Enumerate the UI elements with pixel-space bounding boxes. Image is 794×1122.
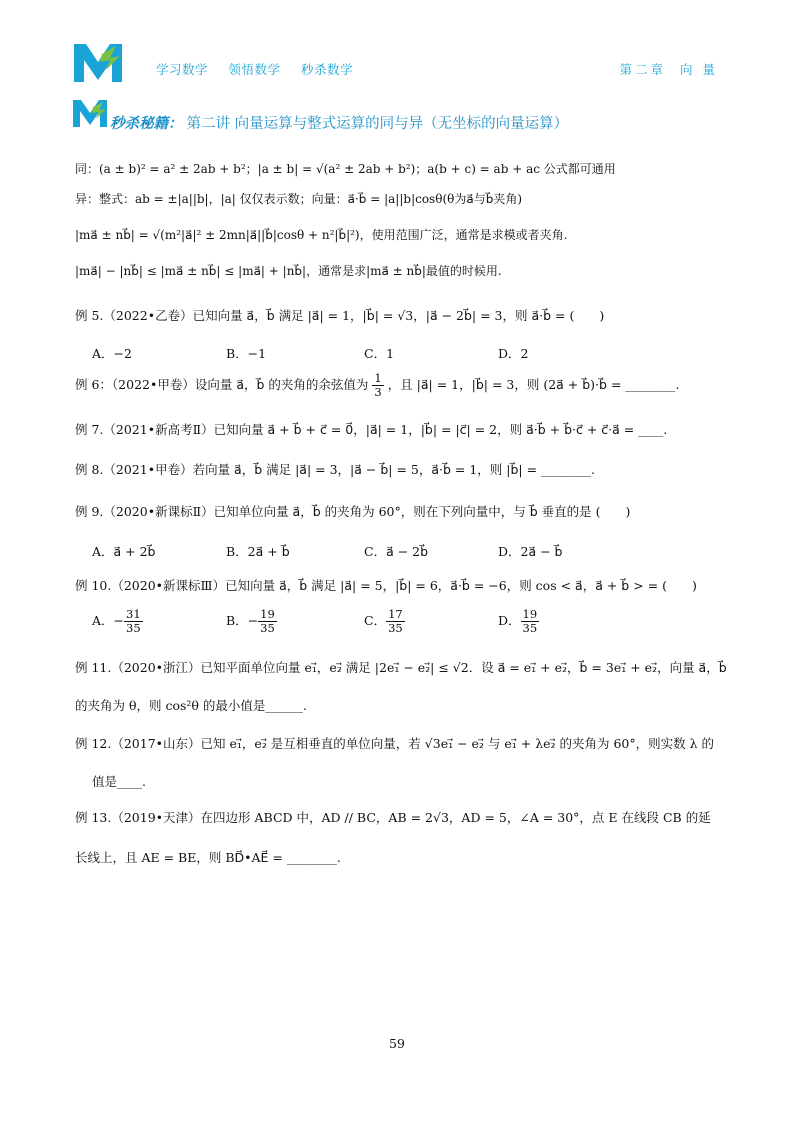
- problem-13-cont: 长线上，且 AE = BE，则 BD⃗•AE⃗ = ________.: [75, 850, 341, 865]
- problem-8: 例 8.（2021•甲卷）若向量 a⃗，b⃗ 满足 |a⃗| = 3，|a⃗ − b⃗| = 5，a⃗·b⃗ = 1，则 |b⃗| = ________.: [75, 462, 596, 477]
- option-sign: −: [113, 613, 125, 629]
- header-link-1: 学习数学: [156, 62, 209, 77]
- chapter-label: [620, 60, 719, 78]
- chapter-name: 向 量: [680, 62, 718, 77]
- page-header: [72, 40, 722, 88]
- option-fraction: [124, 608, 143, 635]
- option-b: [226, 608, 277, 635]
- fraction-numerator: 19: [522, 607, 538, 621]
- option-label: D．: [498, 613, 521, 629]
- problem-6-fraction: [372, 372, 383, 399]
- section-tag: 秒杀秘籍：: [110, 116, 183, 132]
- option-a: [92, 608, 143, 635]
- brand-logo-small-icon: [72, 98, 108, 128]
- option-label: A．: [92, 613, 114, 629]
- option-b: B．−1: [226, 346, 267, 361]
- header-links: [156, 60, 369, 78]
- fraction-denominator: 3: [374, 385, 382, 400]
- formula-inequality: |ma⃗| − |nb⃗| ≤ |ma⃗ ± nb⃗| ≤ |ma⃗| + |nb⃗|，通常是求|ma⃗ ± nb⃗|最值的时候用.: [75, 264, 502, 278]
- option-d: D．2a⃗ − b⃗: [498, 544, 563, 559]
- problem-6-text-b: ，且 |a⃗| = 1，|b⃗| = 3，则 (2a⃗ + b⃗)·b⃗ = ________.: [387, 377, 680, 393]
- fraction-denominator: 35: [522, 621, 538, 636]
- problem-10: 例 10.（2020•新课标Ⅲ）已知向量 a⃗，b⃗ 满足 |a⃗| = 5，|b⃗| = 6，a⃗·b⃗ = −6，则 cos < a⃗，a⃗ + b⃗ > = ( ): [75, 578, 697, 593]
- formula-modulus: |ma⃗ ± nb⃗| = √(m²|a⃗|² ± 2mn|a⃗||b⃗|cosθ + n²|b⃗|²)，使用范围广泛，通常是求模或者夹角.: [75, 228, 568, 242]
- page-number: 59: [389, 1036, 405, 1051]
- option-fraction: [258, 608, 277, 635]
- fraction-denominator: 35: [260, 621, 275, 636]
- fraction-numerator: 31: [126, 607, 141, 621]
- problem-6-text-a: 例 6：（2022•甲卷）设向量 a⃗，b⃗ 的夹角的余弦值为: [75, 377, 369, 393]
- fraction-denominator: 35: [126, 621, 141, 636]
- problem-13: 例 13.（2019•天津）在四边形 ABCD 中，AD // BC，AB = 2√3，AD = 5，∠A = 30°，点 E 在线段 CB 的延: [75, 810, 711, 825]
- section-title: [110, 112, 568, 133]
- formula-different: 异：整式：ab = ±|a||b|，|a| 仅仅表示数；向量：a⃗·b⃗ = |a||b|cosθ(θ为a⃗与b⃗夹角): [75, 192, 523, 206]
- problem-12: 例 12.（2017•山东）已知 e₁⃗，e₂⃗ 是互相垂直的单位向量，若 √3e₁⃗ − e₂⃗ 与 e₁⃗ + λe₂⃗ 的夹角为 60°，则实数 λ 的: [75, 736, 715, 751]
- brand-logo-icon: [72, 40, 124, 84]
- problem-5: 例 5.（2022•乙卷）已知向量 a⃗，b⃗ 满足 |a⃗| = 1，|b⃗| = √3，|a⃗ − 2b⃗| = 3，则 a⃗·b⃗ = ( ): [75, 308, 605, 323]
- formula-same: 同：(a ± b)² = a² ± 2ab + b²；|a ± b| = √(a² ± 2ab + b²)；a(b + c) = ab + ac 公式都可通用: [75, 162, 616, 176]
- option-a: A．a⃗ + 2b⃗: [92, 544, 156, 559]
- problem-6: [75, 372, 679, 399]
- option-d: [498, 608, 539, 635]
- problem-9: 例 9.（2020•新课标Ⅱ）已知单位向量 a⃗，b⃗ 的夹角为 60°，则在下列向量中，与 b⃗ 垂直的是 ( ): [75, 504, 631, 519]
- fraction-numerator: 19: [260, 607, 275, 621]
- problem-11: 例 11.（2020•浙江）已知平面单位向量 e₁⃗，e₂⃗ 满足 |2e₁⃗ − e₂⃗| ≤ √2．设 a⃗ = e₁⃗ + e₂⃗，b⃗ = 3e₁⃗ + e₂⃗，向量 a⃗，b⃗: [75, 660, 727, 675]
- option-fraction: [386, 608, 405, 635]
- header-link-3: 秒杀数学: [301, 62, 354, 77]
- section-heading: [72, 98, 732, 132]
- option-label: B．: [226, 613, 248, 629]
- option-b: B．2a⃗ + b⃗: [226, 544, 290, 559]
- option-fraction: [521, 608, 540, 635]
- problem-12-cont: 值是____.: [92, 774, 146, 789]
- header-link-2: 领悟数学: [228, 62, 281, 77]
- problem-7: 例 7.（2021•新高考Ⅱ）已知向量 a⃗ + b⃗ + c⃗ = 0⃗，|a⃗| = 1，|b⃗| = |c⃗| = 2，则 a⃗·b⃗ + b⃗·c⃗ + c⃗·a⃗ = ____.: [75, 422, 668, 437]
- fraction-denominator: 35: [388, 621, 403, 636]
- option-sign: −: [247, 613, 259, 629]
- option-d: D．2: [498, 346, 529, 361]
- fraction-numerator: 1: [374, 371, 382, 385]
- option-c: C．a⃗ − 2b⃗: [364, 544, 429, 559]
- option-label: C．: [364, 613, 387, 629]
- chapter-number: 第二章: [619, 62, 667, 77]
- section-title-text: 第二讲 向量运算与整式运算的同与异（无坐标的向量运算）: [186, 116, 569, 132]
- option-c: C．1: [364, 346, 395, 361]
- option-a: A．−2: [92, 346, 132, 361]
- problem-11-cont: 的夹角为 θ，则 cos²θ 的最小值是______.: [75, 698, 307, 713]
- option-c: [364, 608, 405, 635]
- fraction-numerator: 17: [388, 607, 403, 621]
